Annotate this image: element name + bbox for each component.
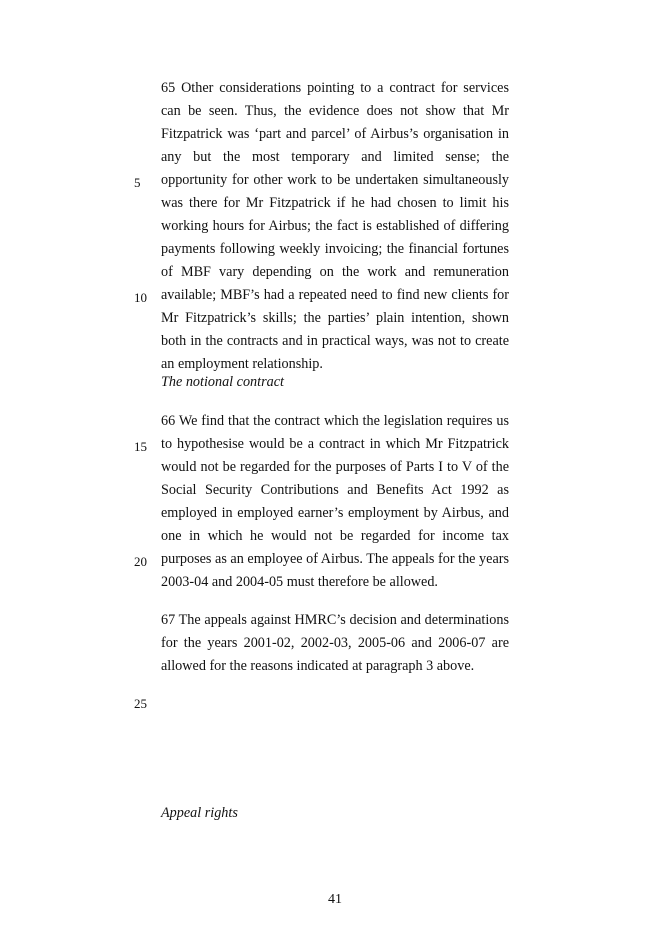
paragraph-67: 67 The appeals against HMRC’s decision and determinations for the years 2001-02, 2002-03, 2005-06 and 2006-07 are allowed for the reasons indicated at paragraph 3 above. [161, 612, 509, 674]
line-number-15: 15 [134, 439, 147, 454]
page-number: 41 [328, 892, 342, 907]
heading-appeal-rights: Appeal rights [161, 805, 238, 821]
line-number-10: 10 [134, 290, 147, 305]
paragraph-66: 66 We find that the contract which the legislation requires us to hypothesise would be a contract in which Mr Fitzpatrick would not be regarded for the purposes of Parts I to V of the Social Security Contributions and Benefits Act 1992 as employed in employed earner’s employment by Airbus, and one in which he would not be regarded for income tax purposes as an employee of Airbus. The appeals for the years 2003-04 and 2004-05 must therefore be allowed. [161, 413, 509, 590]
line-number-25: 25 [134, 696, 147, 711]
paragraph-65: 65 Other considerations pointing to a contract for services can be seen. Thus, the evidence does not show that Mr Fitzpatrick was ‘part and parcel’ of Airbus’s organisation in any but the most temporary and limited sense; the opportunity for other work to be undertaken simultaneously was there for Mr Fitzpatrick if he had chosen to limit his working hours for Airbus; the fact is established of differing payments following weekly invoicing; the financial fortunes of MBF vary depending on the work and remuneration available; MBF’s had a repeated need to find new clients for Mr Fitzpatrick’s skills; the parties’ plain intention, shown both in the contracts and in practical ways, was not to create an employment relationship. [161, 80, 509, 372]
heading-notional-contract: The notional contract [161, 374, 284, 390]
line-number-5: 5 [134, 175, 141, 190]
line-number-20: 20 [134, 554, 147, 569]
